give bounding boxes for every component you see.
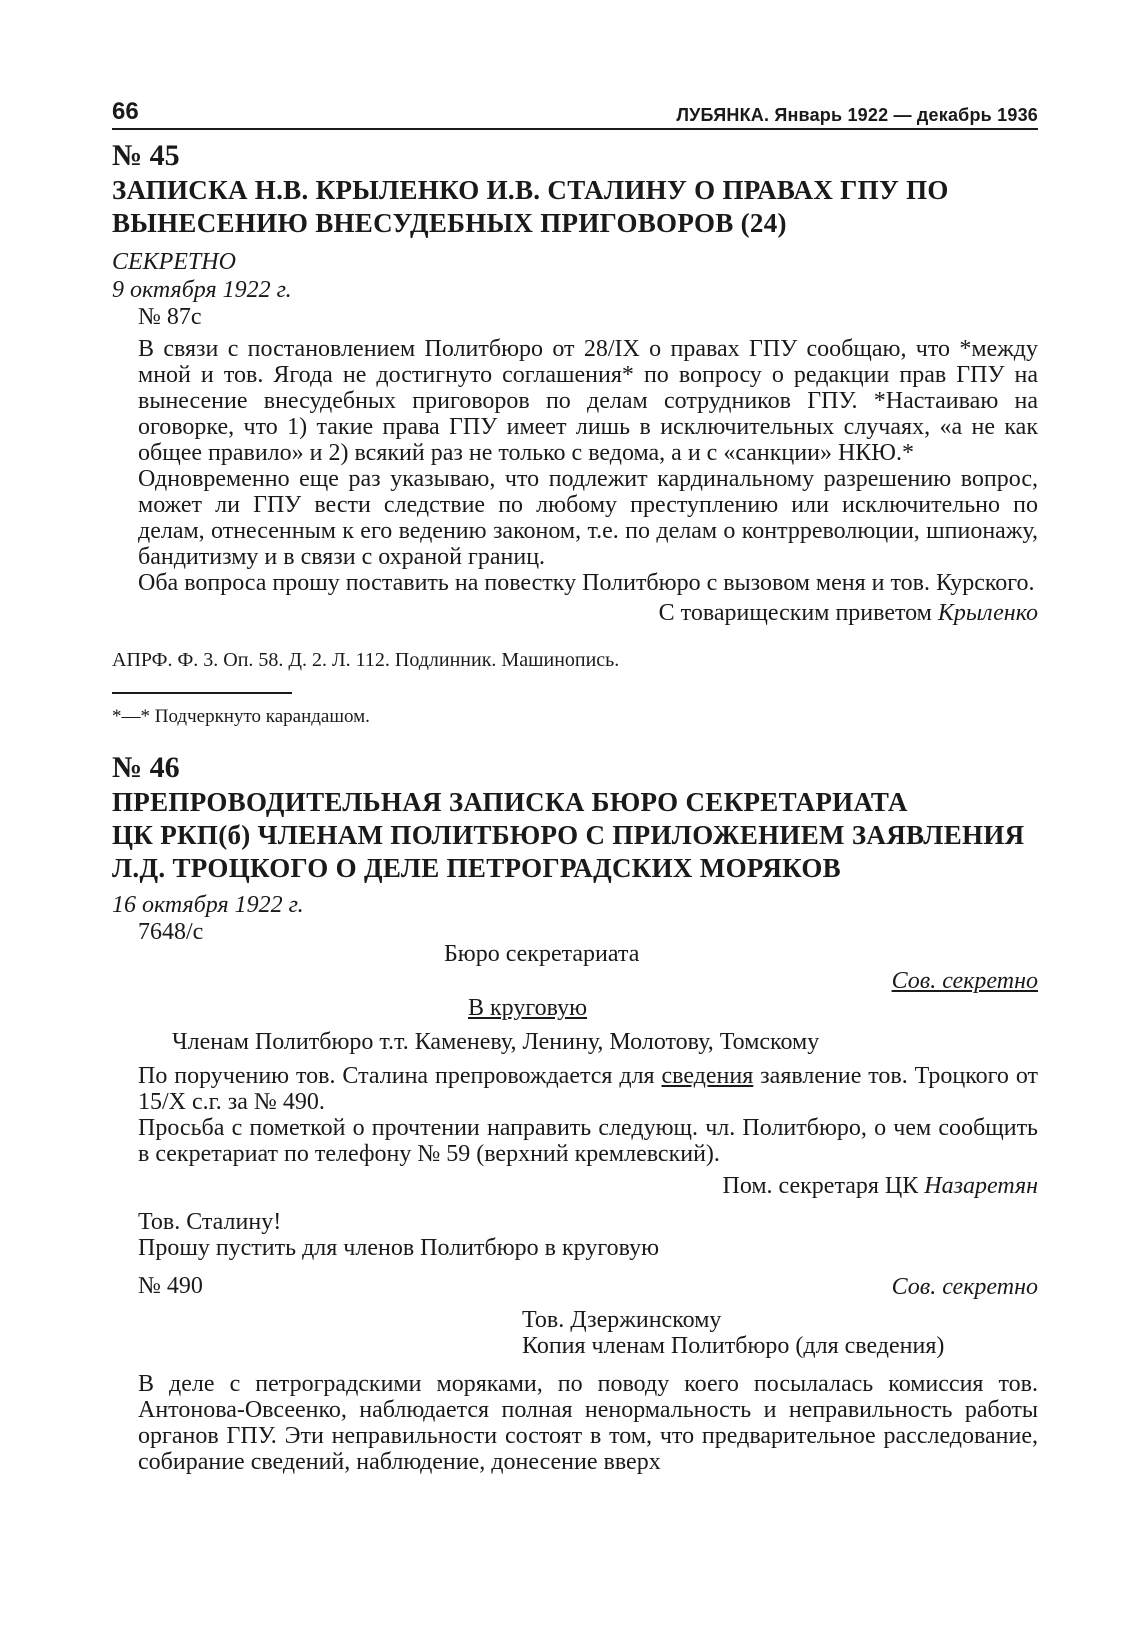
doc46-para1-a: По поручению тов. Сталина препровождается для	[138, 1063, 662, 1089]
doc45-reg-number: № 87с	[138, 304, 202, 330]
enclosure-number: № 490	[138, 1273, 203, 1299]
footnote-rule	[112, 692, 292, 694]
doc46-title-line3: Л.Д. ТРОЦКОГО О ДЕЛЕ ПЕТРОГРАДСКИХ МОРЯКОВ	[112, 853, 841, 883]
enclosure-header	[112, 1273, 1038, 1301]
doc45-footnote: *—* Подчеркнуто карандашом.	[112, 706, 370, 727]
doc46-sign-role: Пом. секретаря ЦК	[722, 1173, 919, 1199]
doc45-title-line2: ВЫНЕСЕНИЮ ВНЕСУДЕБНЫХ ПРИГОВОРОВ (24)	[112, 208, 787, 238]
doc46-bureau: Бюро секретариата	[444, 941, 640, 967]
doc45-para2: Одновременно еще раз указываю, что подлежит кардинальному разрешению вопрос, может ли ГПУ вести следствие по любому преступлению или исключительно по делам, отнесенным к его ведению законом, т.е. по делам о контрреволюции, шпионажу, бандитизму и в связи с охраной границ.	[138, 466, 1038, 570]
doc45-para1: В связи с постановлением Политбюро от 28/IX о правах ГПУ сообщаю, что *между мной и тов. Ягода не достигнуто соглашения* по вопросу о редакции прав ГПУ на вынесение внесудебных приговоров по делам сотрудников ГПУ. *Настаиваю на оговорке, что 1) такие права ГПУ имеет лишь в исключительных случаях, «а не как общее правило» и 2) всякий раз не только с ведома, а и с «санкции» НКЮ.*	[138, 336, 1038, 466]
doc46-para1	[112, 1063, 1038, 1115]
doc46-route-wrap	[112, 995, 1038, 1021]
page-number: 66	[112, 98, 139, 125]
doc45-title-line1: ЗАПИСКА Н.В. КРЫЛЕНКО И.В. СТАЛИНУ О ПРАВАХ ГПУ ПО	[112, 175, 949, 205]
doc45-archive-ref: АПРФ. Ф. 3. Оп. 58. Д. 2. Л. 112. Подлинник. Машинопись.	[112, 649, 620, 671]
enclosure-secrecy: Сов. секретно	[891, 1274, 1038, 1300]
enclosure-to: Тов. Дзержинскому	[522, 1307, 722, 1333]
doc46-reg-number: 7648/с	[138, 919, 204, 945]
doc45-secrecy: СЕКРЕТНО	[112, 249, 236, 275]
doc46-title-line1: ПРЕПРОВОДИТЕЛЬНАЯ ЗАПИСКА БЮРО СЕКРЕТАРИАТА	[112, 787, 908, 817]
doc46-para2: Просьба с пометкой о прочтении направить следующ. чл. Политбюро, о чем сообщить в секретариат по телефону № 59 (верхний кремлевский).	[138, 1115, 1038, 1167]
doc45-para3: Оба вопроса прошу поставить на повестку Политбюро с вызовом меня и тов. Курского.	[138, 570, 1035, 596]
doc46-title-line2: ЦК РКП(б) ЧЛЕНАМ ПОЛИТБЮРО С ПРИЛОЖЕНИЕМ ЗАЯВЛЕНИЯ	[112, 820, 1025, 850]
doc45-date: 9 октября 1922 г.	[112, 277, 292, 303]
doc46-para1-underlined: сведения	[661, 1063, 754, 1089]
doc46-number: № 46	[112, 751, 180, 784]
doc46-secrecy: Сов. секретно	[891, 968, 1038, 994]
doc46-para1-b: заявление тов. Троцкого от 15/X с.г. за № 490.	[138, 1063, 1039, 1115]
document-page	[112, 96, 1038, 1475]
doc45-number: № 45	[112, 139, 180, 172]
doc45-signature: Крыленко	[937, 600, 1038, 626]
doc46-addressees: Членам Политбюро т.т. Каменеву, Ленину, Молотову, Томскому	[172, 1029, 820, 1055]
doc46-date: 16 октября 1922 г.	[112, 892, 304, 918]
book-title: ЛУБЯНКА. Январь 1922 — декабрь 1936	[676, 105, 1038, 125]
doc46-route: В круговую	[468, 995, 588, 1021]
doc46-note-line2: Прошу пустить для членов Политбюро в круговую	[138, 1235, 660, 1261]
doc46-signature-line	[112, 1173, 1038, 1199]
doc45-closing-text: С товарищеским приветом	[658, 600, 932, 626]
enclosure-para: В деле с петроградскими моряками, по поводу коего посылалась комиссия тов. Антонова-Овсеенко, наблюдается полная ненормальность и неправильность работы органов ГПУ. Эти неправильности состоят в том, что предварительное расследование, собирание сведений, наблюдение, донесение вверх	[138, 1371, 1038, 1475]
running-head	[112, 96, 1038, 130]
enclosure-copy: Копия членам Политбюро (для сведения)	[522, 1333, 945, 1359]
doc45-closing	[112, 600, 1038, 626]
doc46-note-line1: Тов. Сталину!	[138, 1209, 282, 1235]
doc46-sign-name: Назаретян	[924, 1173, 1038, 1199]
